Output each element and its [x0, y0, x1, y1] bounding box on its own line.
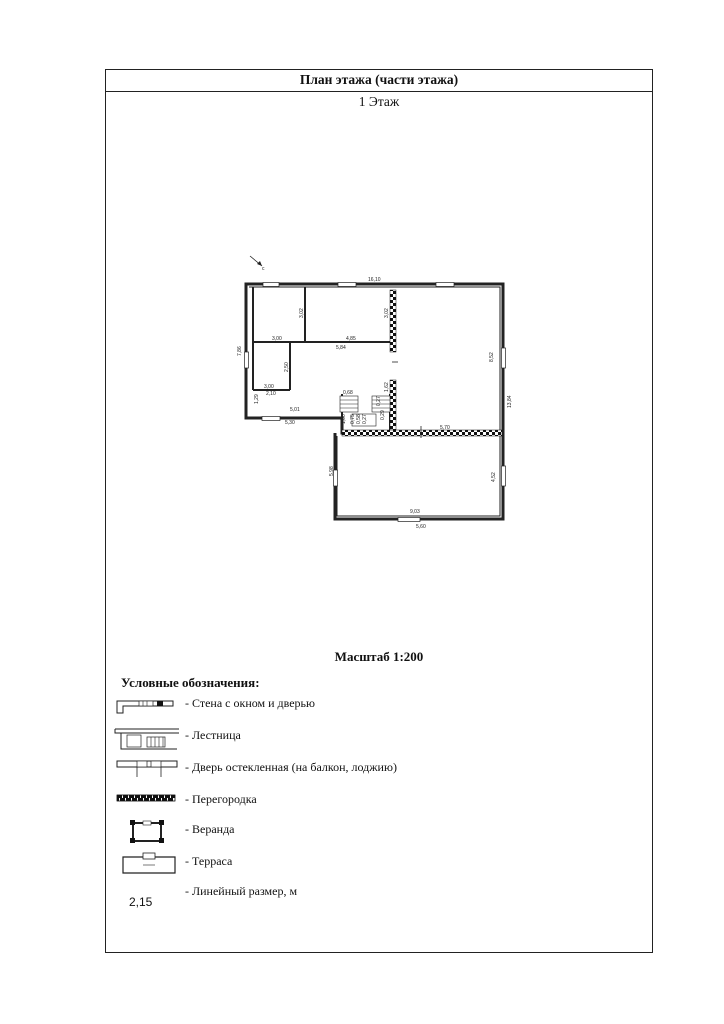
legend-item-wall	[105, 693, 645, 717]
dimension-label: 3,00	[272, 336, 282, 342]
legend-title: Условные обозначения:	[121, 675, 260, 690]
legend-item-partition	[105, 789, 645, 813]
dimension-sample: 2,15	[129, 895, 153, 909]
stairs-icon	[113, 725, 181, 751]
dimension-label: 2,50	[284, 362, 290, 372]
floor-label: 1 Этаж	[358, 94, 400, 109]
legend-label: - Лестница	[185, 728, 241, 742]
legend-item-terrace	[105, 851, 645, 875]
legend-item-veranda	[105, 819, 645, 843]
dimension-label: 3,02	[299, 308, 305, 318]
wall-window-door-icon	[113, 693, 177, 715]
dimension-label: 0,68	[343, 390, 353, 396]
dimension-label: 0,75	[350, 414, 356, 424]
dimension-label: 7,86	[237, 346, 243, 356]
dimension-label: 5,98	[329, 466, 335, 476]
dimension-label: 1,29	[254, 394, 260, 404]
dimension-label: 16,10	[368, 277, 381, 283]
dimension-label: 0,58	[356, 414, 362, 424]
legend-item-glazed-door	[105, 757, 645, 781]
dimension-label: 2,10	[266, 391, 276, 397]
document-body	[105, 69, 653, 953]
dimension-label: 0,29	[380, 410, 386, 420]
document-title: План этажа (части этажа)	[106, 70, 652, 92]
legend-label: - Веранда	[185, 822, 235, 836]
veranda-icon	[113, 819, 181, 845]
legend-item-dimension	[105, 881, 645, 909]
legend-label: - Перегородка	[185, 792, 257, 806]
dimension-label: 8,52	[489, 352, 495, 362]
dimension-label: 5,60	[416, 524, 426, 530]
dimension-label: 3,02	[384, 308, 390, 318]
scale-label: Масштаб 1:200	[334, 649, 424, 664]
dimension-label: 4,52	[491, 472, 497, 482]
dimension-label: 1,62	[384, 382, 390, 392]
glazed-door-icon	[113, 757, 181, 779]
dimension-label: 5,70	[440, 425, 450, 431]
legend-label: - Стена с окном и дверью	[185, 696, 315, 710]
legend-label: - Линейный размер, м	[185, 884, 298, 898]
dimension-label: 5,84	[336, 345, 346, 351]
terrace-icon	[113, 851, 185, 877]
north-label: с	[262, 266, 265, 272]
legend-item-stairs	[105, 725, 645, 749]
dimension-label: 1,00	[341, 414, 347, 424]
dimension-label: 5,30	[285, 420, 295, 426]
dimension-label: 0,27	[376, 396, 382, 406]
legend-label: - Терраса	[185, 854, 233, 868]
dimension-label: 13,84	[507, 395, 513, 408]
dimension-label: 0,27	[362, 414, 368, 424]
legend-label: - Дверь остекленная (на балкон, лоджию)	[185, 760, 397, 774]
partition-icon	[113, 789, 181, 809]
dimension-label: 4,85	[346, 336, 356, 342]
dimension-label: 9,03	[410, 509, 420, 515]
dimension-label: 5,01	[290, 407, 300, 413]
dimension-label: 3,00	[264, 384, 274, 390]
